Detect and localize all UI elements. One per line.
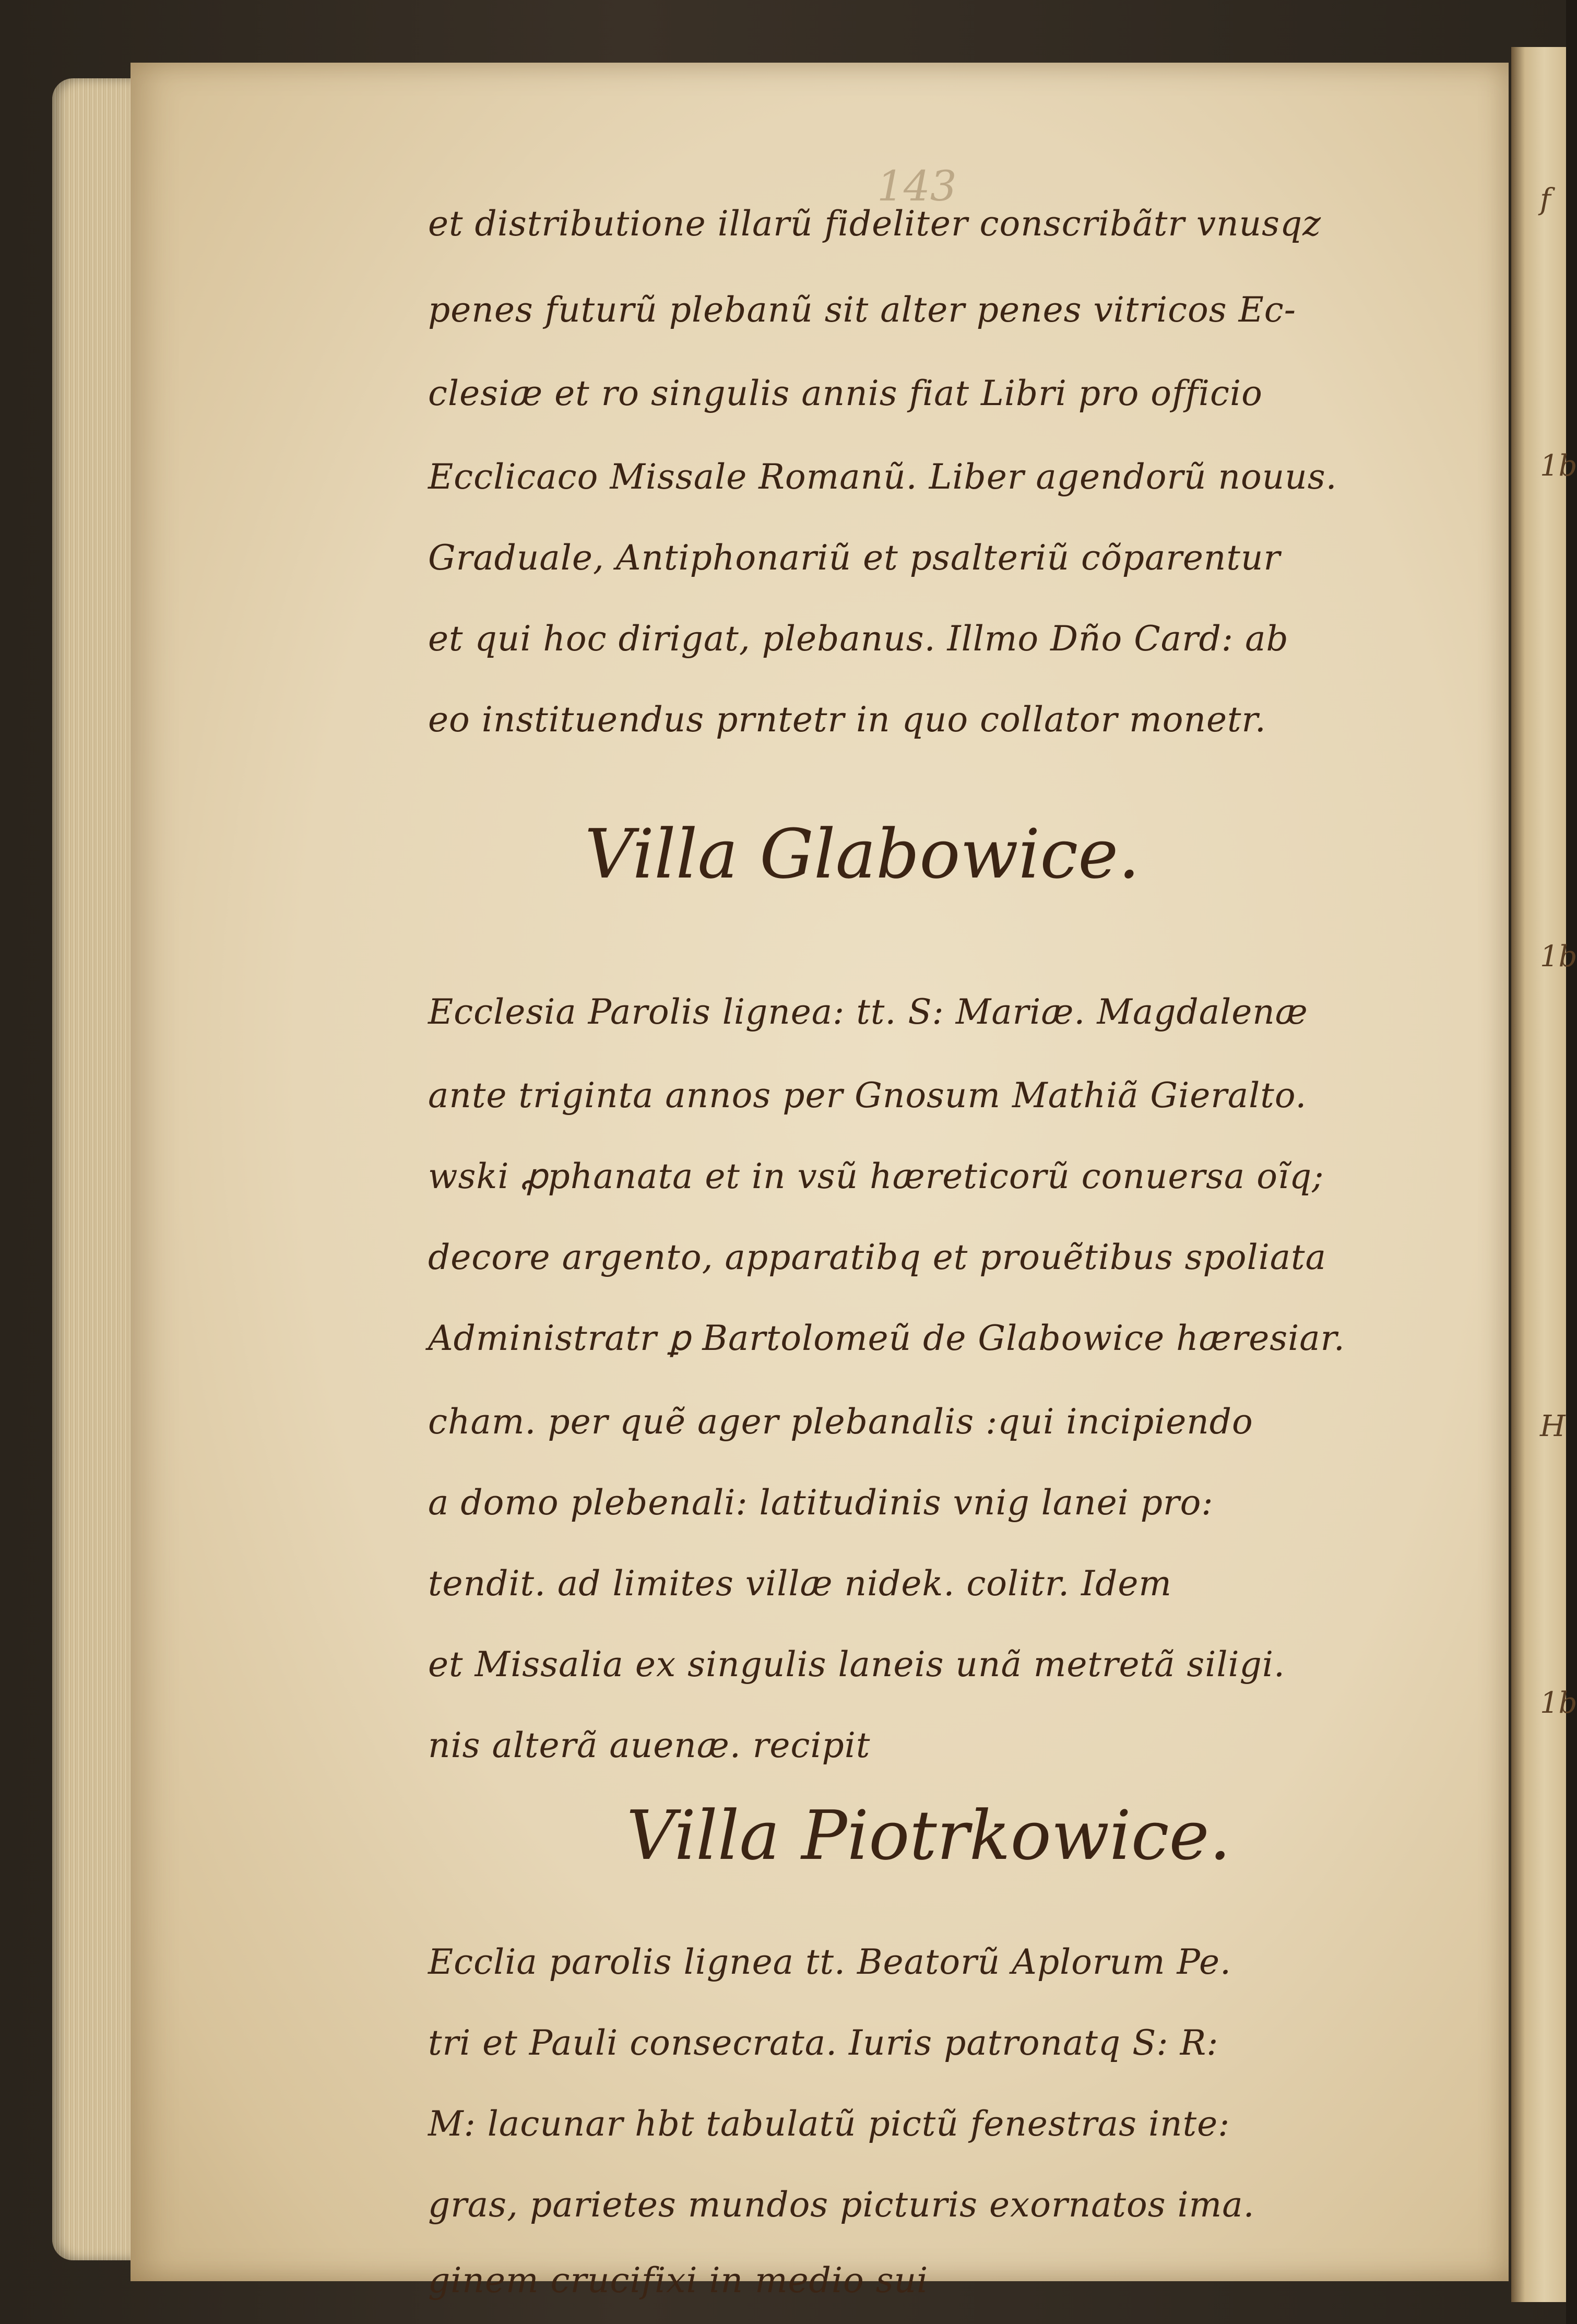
body-line: Administratr ꝑ Bartolomeũ de Glabowice hæresiar. xyxy=(428,1318,1345,1358)
facing-page-fragment: f xyxy=(1540,183,1551,217)
facing-page-fragment: 1b xyxy=(1540,449,1577,483)
body-line: ante triginta annos per Gnosum Mathiã Gieralto. xyxy=(428,1075,1307,1116)
body-line: penes futurũ plebanũ sit alter penes vitricos Ec- xyxy=(428,290,1297,330)
body-line: wski ꝓphanata et in vsũ hæreticorũ conuersa oĩq; xyxy=(428,1156,1324,1196)
facing-page-fragment: H xyxy=(1540,1409,1566,1443)
body-line: Ecclesia Parolis lignea: tt. S: Mariæ. Magdalenæ xyxy=(428,992,1308,1032)
body-line: cham. per quẽ ager plebanalis :qui incipiendo xyxy=(428,1402,1253,1442)
facing-page-fragment: 1b xyxy=(1540,1686,1577,1720)
body-line: eo instituendus prntetr in quo collator monetr. xyxy=(428,699,1266,740)
body-line: et distributione illarũ fideliter conscribãtr vnusqz xyxy=(428,204,1322,244)
body-line: a domo plebenali: latitudinis vnig lanei pro: xyxy=(428,1483,1214,1523)
body-line: decore argento, apparatibq et prouẽtibus spoliata xyxy=(428,1237,1326,1277)
body-line: tendit. ad limites villæ nidek. colitr. Idem xyxy=(428,1563,1172,1604)
body-line: Ecclicaco Missale Romanũ. Liber agendorũ nouus. xyxy=(428,457,1337,497)
section-heading-piotrkowice: Villa Piotrkowice. xyxy=(626,1796,1231,1875)
body-line: Ecclia parolis lignea tt. Beatorũ Aplorum Pe. xyxy=(428,1942,1232,1982)
body-line: ginem crucifixi in medio sui xyxy=(428,2260,929,2301)
body-line: Graduale, Antiphonariũ et psalteriũ cõparentur xyxy=(428,538,1280,578)
body-line: M: lacunar hbt tabulatũ pictũ fenestras inte: xyxy=(428,2104,1230,2144)
body-line: nis alterã auenæ. recipit xyxy=(428,1725,871,1765)
body-line: et Missalia ex singulis laneis unã metretã siligi. xyxy=(428,1644,1285,1685)
facing-page-fragment: 1b xyxy=(1540,940,1577,974)
body-line: et qui hoc dirigat, plebanus. Illmo Dño Card: ab xyxy=(428,619,1289,659)
body-line: tri et Pauli consecrata. Iuris patronatq S: R: xyxy=(428,2023,1219,2063)
body-line: gras, parietes mundos picturis exornatos ima. xyxy=(428,2185,1255,2225)
page-number: 143 xyxy=(877,162,957,210)
body-line: clesiæ et ro singulis annis fiat Libri pro officio xyxy=(428,373,1263,413)
section-heading-glabowice: Villa Glabowice. xyxy=(585,814,1140,894)
